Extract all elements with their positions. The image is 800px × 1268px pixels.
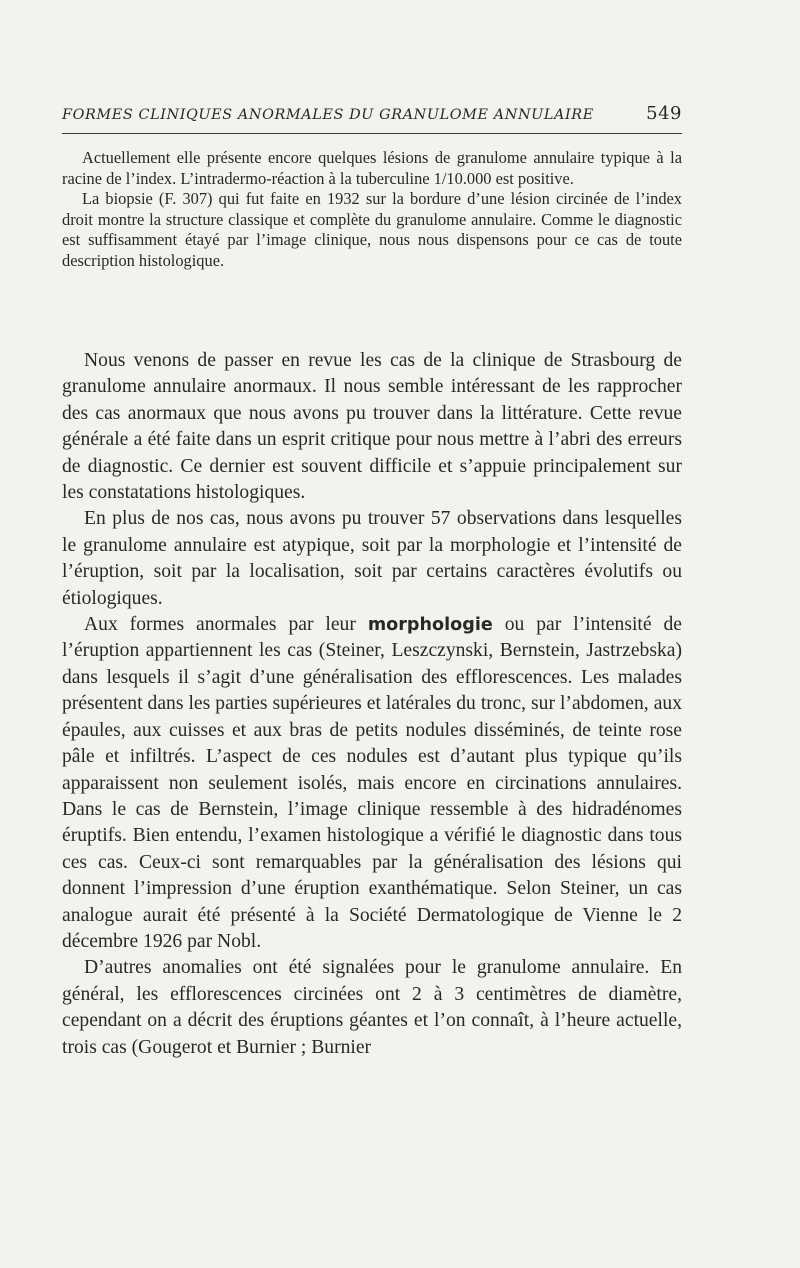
book-page [62, 0, 682, 1268]
running-head [62, 103, 682, 129]
running-title: FORMES CLINIQUES ANORMALES DU GRANULOME ANNULAIRE [62, 107, 594, 123]
review-text [62, 348, 682, 1061]
paragraph-biopsy: La biopsie (F. 307) qui fut faite en 1932 sur la bordure d’une lésion circinée de l’index droit montre la structure classique et complète du granulome annulaire. Comme le diagnostic est suffisamment étayé par l’image clinique, nous nous dispensons pour ce cas de toute description histologique. [62, 189, 682, 270]
paragraph-current-state: Actuellement elle présente encore quelques lésions de granulome annulaire typique à la racine de l’index. L’intradermo-réaction à la tuberculine 1/10.000 est positive. [62, 148, 682, 188]
case-report-text [62, 148, 682, 271]
paragraph-57-observations: En plus de nos cas, nous avons pu trouver 57 observations dans lesquelles le granulome annulaire est atypique, soit par la morphologie et l’intensité de l’éruption, soit par la localisation, soit par certains caractères évolutifs ou étiologiques. [62, 508, 682, 609]
paragraph-other-anomalies: D’autres anomalies ont été signalées pour le granulome annulaire. En général, les efflorescences circinées ont 2 à 3 centimètres de diamètre, cependant on a décrit des éruptions géantes et l’on connaît, à l’heure actuelle, trois cas (Gougerot et Burnier ; Burnier [62, 957, 682, 1058]
morphology-text-after: ou par l’intensité de l’éruption appartiennent les cas (Steiner, Leszczynski, Bernstein, Jastrzebska) dans lesquels il s’agit d’une généralisation des efflorescences. Les malades présentent dans les parties supérieures et latérales du tronc, sur l’abdomen, aux épaules, aux cuisses et aux bras de petits nodules disséminés, de teinte rose pâle et infiltrés. L’aspect de ces nodules est d’autant plus typique qu’ils apparaissent non seulement isolés, mais encore en circinations annulaires. Dans le cas de Bernstein, l’image clinique ressemble à des hidradénomes éruptifs. Bien entendu, l’examen histologique a vérifié le diagnostic dans tous ces cas. Ceux-ci sont remarquables par la généralisation des lésions qui donnent l’impression d’une éruption exanthématique. Selon Steiner, un cas analogue aurait été présenté à la Société Dermatologique de Vienne le 2 décembre 1926 par Nobl. [62, 614, 682, 952]
paragraph-morphology [62, 612, 682, 955]
paragraph-review-intro: Nous venons de passer en revue les cas de la clinique de Strasbourg de granulome annulaire anormaux. Il nous semble intéressant de les rapprocher des cas anormaux que nous avons pu trouver dans la littérature. Cette revue générale a été faite dans un esprit critique pour nous mettre à l’abri des erreurs de diagnostic. Ce dernier est souvent difficile et s’appuie principalement sur les constatations histologiques. [62, 350, 682, 504]
morphology-keyword: morphologie [367, 615, 493, 636]
morphology-text-before: Aux formes anormales par leur [84, 614, 368, 636]
header-rule [62, 133, 682, 134]
page-number: 549 [646, 103, 682, 124]
